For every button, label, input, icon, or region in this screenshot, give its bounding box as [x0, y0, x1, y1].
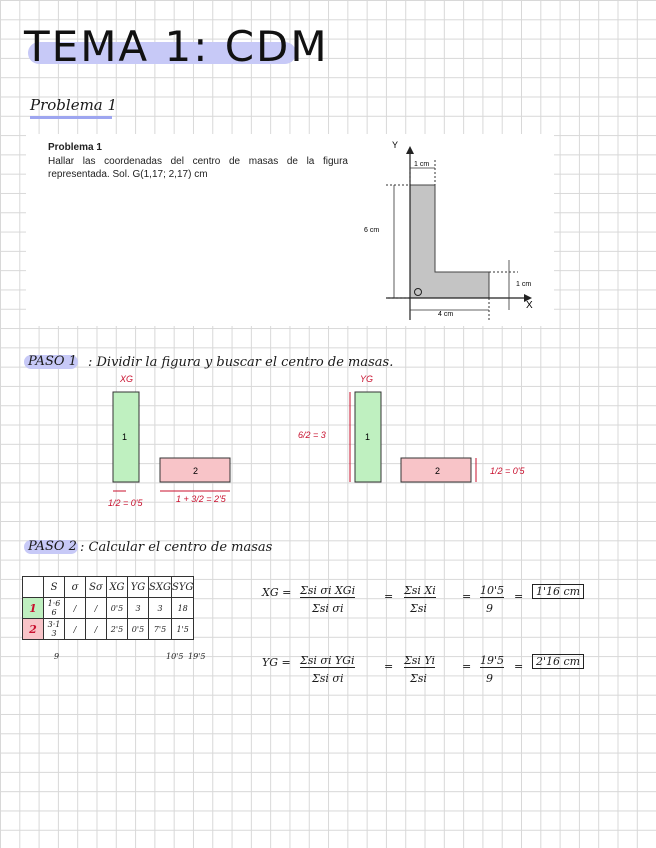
table-cell: 0'5: [128, 619, 149, 640]
eq2-den: Σsi σi: [312, 672, 344, 685]
piece1-number-yg: 1: [365, 432, 371, 442]
eq1-eq3: =: [462, 590, 472, 603]
table-header-cell: YG: [128, 577, 149, 598]
eq1-num2: Σsi Xi: [404, 584, 436, 597]
table-header-cell: SYG: [171, 577, 193, 598]
paso2-tag: PASO 2: [28, 539, 77, 554]
eq1-den2: Σsi: [410, 602, 427, 615]
eq2-den2: Σsi: [410, 672, 427, 685]
table-cell: 18: [171, 598, 193, 619]
total-sy: 19'5: [188, 652, 206, 661]
l-shape: [410, 185, 489, 298]
axis-x-label: X: [526, 300, 533, 311]
table-cell: 7'5: [149, 619, 172, 640]
problem-figure: [356, 140, 546, 330]
eq1-num: Σsi σi XGi: [300, 584, 356, 597]
table-row: [23, 598, 194, 619]
table-header-cell: [23, 577, 44, 598]
eq2-eq2: =: [384, 660, 394, 673]
eq2-result: 2'16 cm: [532, 654, 584, 669]
table-cell: 1·6 6: [44, 598, 65, 619]
problem-underline: [30, 116, 112, 119]
table-header-cell: σ: [65, 577, 86, 598]
table-cell: 3: [128, 598, 149, 619]
table-cell: 2: [23, 619, 44, 640]
table-cell: 1'5: [171, 619, 193, 640]
page-title: TEMA 1: CDM: [24, 22, 329, 71]
paso1-text: : Dividir la figura y buscar el centro de masas.: [88, 355, 394, 370]
eq1-den3: 9: [486, 602, 493, 615]
table-cell: /: [86, 598, 107, 619]
xg2-value: 1 + 3/2 = 2'5: [176, 494, 226, 504]
eq2-num2: Σsi Yi: [404, 654, 436, 667]
table-header-row: [23, 577, 194, 598]
mass-table: [22, 576, 194, 640]
paso1-yg-figure: [290, 370, 580, 495]
table-cell: /: [65, 619, 86, 640]
dim-top: 1 cm: [414, 161, 430, 168]
yg2-value: 1/2 = 0'5: [490, 466, 525, 476]
dim-right: 1 cm: [516, 281, 532, 288]
table-cell: /: [86, 619, 107, 640]
paso1-tag: PASO 1: [28, 354, 77, 369]
eq1-lhs: XG =: [262, 586, 292, 599]
eq1-eq4: =: [514, 590, 524, 603]
eq1-eq2: =: [384, 590, 394, 603]
piece2-number: 2: [193, 466, 199, 476]
eq1-num3: 10'5: [480, 584, 505, 597]
yg-label: YG: [360, 374, 374, 384]
table-cell: 1: [23, 598, 44, 619]
problem-label: Problema 1: [30, 96, 118, 114]
table-row: [23, 619, 194, 640]
table-header-cell: S: [44, 577, 65, 598]
table-cell: 0'5: [107, 598, 128, 619]
piece2-number-yg: 2: [435, 466, 441, 476]
table-cell: /: [65, 598, 86, 619]
total-sx: 10'5: [166, 652, 184, 661]
table-header-cell: XG: [107, 577, 128, 598]
card-text: Hallar las coordenadas del centro de masas de la figura representada. Sol. G(1,17; 2,17) cm: [48, 156, 348, 180]
dim-left: 6 cm: [364, 227, 380, 234]
eq2-num: Σsi σi YGi: [300, 654, 355, 667]
eq2-eq3: =: [462, 660, 472, 673]
card-title: Problema 1: [48, 142, 102, 153]
table-cell: 3: [149, 598, 172, 619]
paso2-text: : Calcular el centro de masas: [80, 540, 273, 555]
eq1-result: 1'16 cm: [532, 584, 584, 599]
xg1-value: 1/2 = 0'5: [108, 498, 143, 508]
xg-label: XG: [120, 374, 134, 384]
y-axis-arrow: [406, 146, 414, 154]
axis-y-label: Y: [392, 140, 399, 150]
table-header-cell: Sσ: [86, 577, 107, 598]
yg1-value: 6/2 = 3: [298, 430, 326, 440]
total-s: 9: [54, 652, 60, 661]
paso1-xg-figure: [100, 370, 280, 515]
dim-bottom: 4 cm: [438, 311, 454, 318]
eq1-den: Σsi σi: [312, 602, 344, 615]
eq2-eq4: =: [514, 660, 524, 673]
table-cell: 3·1 3: [44, 619, 65, 640]
eq2-lhs: YG =: [262, 656, 291, 669]
table-cell: 2'5: [107, 619, 128, 640]
eq2-num3: 19'5: [480, 654, 505, 667]
eq2-den3: 9: [486, 672, 493, 685]
table-header-cell: SXG: [149, 577, 172, 598]
piece1-number: 1: [122, 432, 128, 442]
